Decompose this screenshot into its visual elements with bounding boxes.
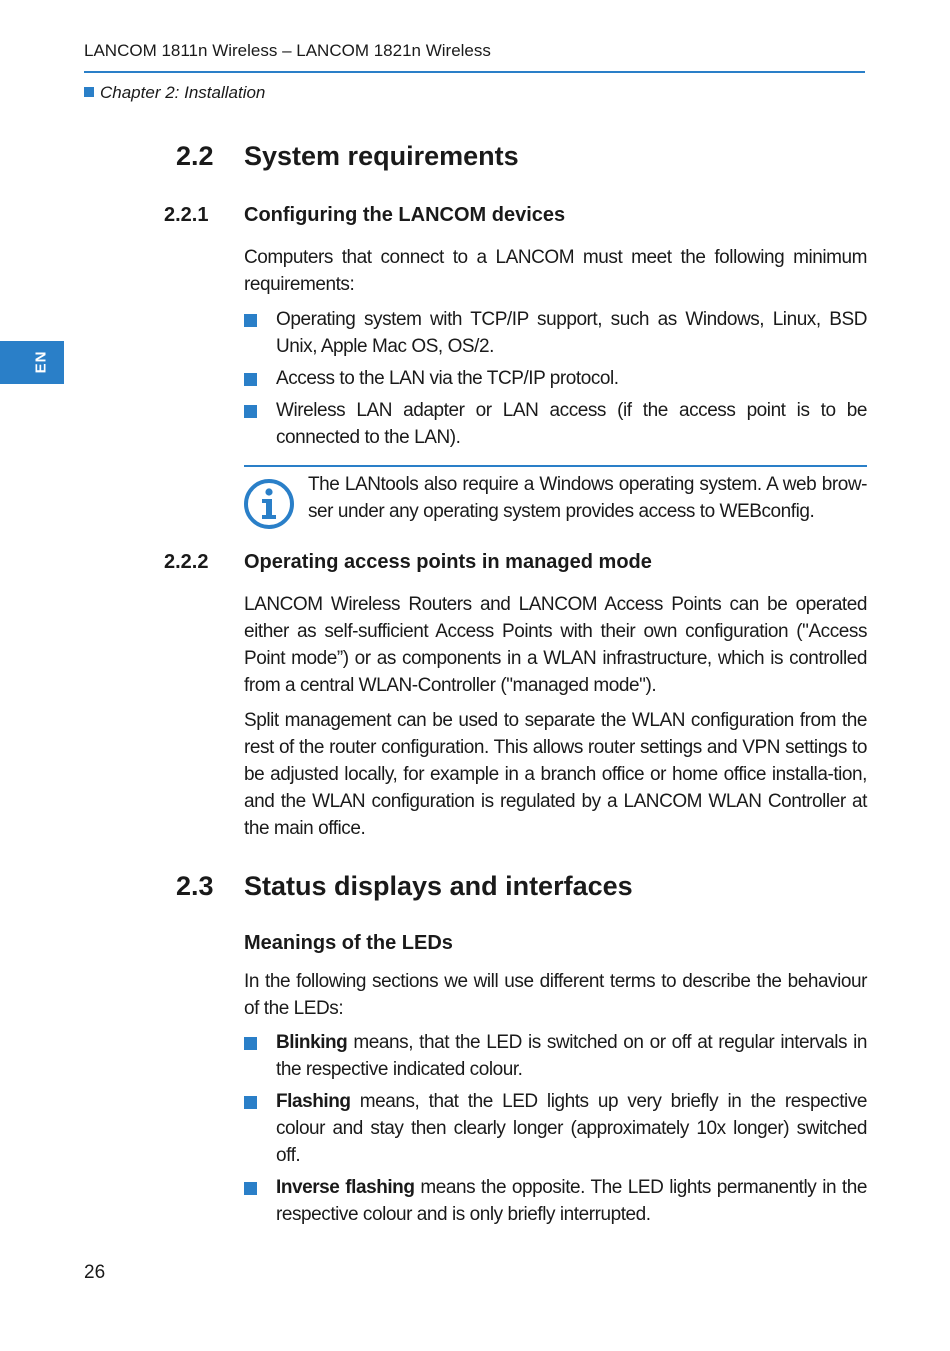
- section-title: System requirements: [244, 141, 519, 171]
- info-icon: [243, 478, 295, 530]
- info-note-text: The LANtools also require a Windows operating system. A web brow-ser under any operating system provides access to WEBconfig.: [308, 474, 867, 522]
- chapter-breadcrumb: [84, 83, 265, 103]
- square-bullet-icon: [244, 1096, 257, 1109]
- subsection-title: Configuring the LANCOM devices: [244, 204, 566, 226]
- term: Flashing: [276, 1091, 351, 1112]
- list-item: [244, 365, 867, 392]
- list-item-text: [276, 1088, 867, 1169]
- subsection-number: 2.2.2: [164, 551, 209, 573]
- term: Blinking: [276, 1032, 348, 1053]
- sub-heading-leds: Meanings of the LEDs: [244, 932, 453, 954]
- list-item: [244, 1088, 867, 1169]
- section-title: Status displays and interfaces: [244, 871, 633, 901]
- list-item: [244, 306, 867, 360]
- paragraph: LANCOM Wireless Routers and LANCOM Access Points can be operated either as self‑sufficient Access Points with their own configuration ("Access Point mode”) or as components in a WLAN infrastructure, which is controlled from a central WLAN‑Controller ("managed mode").: [244, 594, 867, 696]
- list-item: [244, 397, 867, 451]
- language-tab: [0, 341, 64, 384]
- chapter-label: Chapter 2: Installation: [100, 83, 266, 102]
- note-divider: [244, 465, 867, 467]
- term: Inverse flashing: [276, 1177, 415, 1198]
- paragraph: Computers that connect to a LANCOM must meet the following minimum requirements:: [244, 247, 867, 295]
- subsection-title: Operating access points in managed mode: [244, 551, 652, 573]
- square-bullet-icon: [244, 373, 257, 386]
- section-number: 2.3: [176, 871, 214, 901]
- term-description: means, that the LED is switched on or off at regular intervals in the respective indicated colour.: [276, 1032, 867, 1080]
- header-divider: [84, 71, 865, 73]
- square-bullet-icon: [244, 1037, 257, 1050]
- list-item-text: [276, 1029, 867, 1083]
- list-item: [244, 1029, 867, 1083]
- paragraph: Split management can be used to separate the WLAN configuration from the rest of the router configuration. This allows router settings and VPN settings to be adjusted locally, for example in a branch office or home office installa-tion, and the WLAN configuration is regulated by a LANCOM WLAN Controller at the main office.: [244, 710, 867, 839]
- list-item-text: Wireless LAN adapter or LAN access (if the access point is to be connected to the LAN).: [276, 400, 867, 448]
- list-item-text: Access to the LAN via the TCP/IP protocol.: [276, 368, 619, 389]
- page-number: 26: [84, 1262, 106, 1283]
- term-description: means, that the LED lights up very briefly in the respective colour and stay then clearly longer (approximately 10x longer) switched off.: [276, 1091, 867, 1166]
- language-tab-label: EN: [32, 350, 50, 374]
- term-description: means the opposite. The LED lights permanently in the respective colour and is only briefly interrupted.: [276, 1177, 867, 1225]
- paragraph: In the following sections we will use different terms to describe the behaviour of the LEDs:: [244, 971, 867, 1019]
- square-bullet-icon: [244, 1182, 257, 1195]
- square-bullet-icon: [244, 405, 257, 418]
- list-item-text: [276, 1174, 867, 1228]
- list-item-text: Operating system with TCP/IP support, such as Windows, Linux, BSD Unix, Apple Mac OS, OS/2.: [276, 309, 867, 357]
- section-number: 2.2: [176, 141, 214, 171]
- list-item: [244, 1174, 867, 1228]
- running-header-title: LANCOM 1811n Wireless – LANCOM 1821n Wireless: [84, 41, 491, 60]
- square-bullet-icon: [84, 87, 94, 97]
- subsection-number: 2.2.1: [164, 204, 209, 226]
- square-bullet-icon: [244, 314, 257, 327]
